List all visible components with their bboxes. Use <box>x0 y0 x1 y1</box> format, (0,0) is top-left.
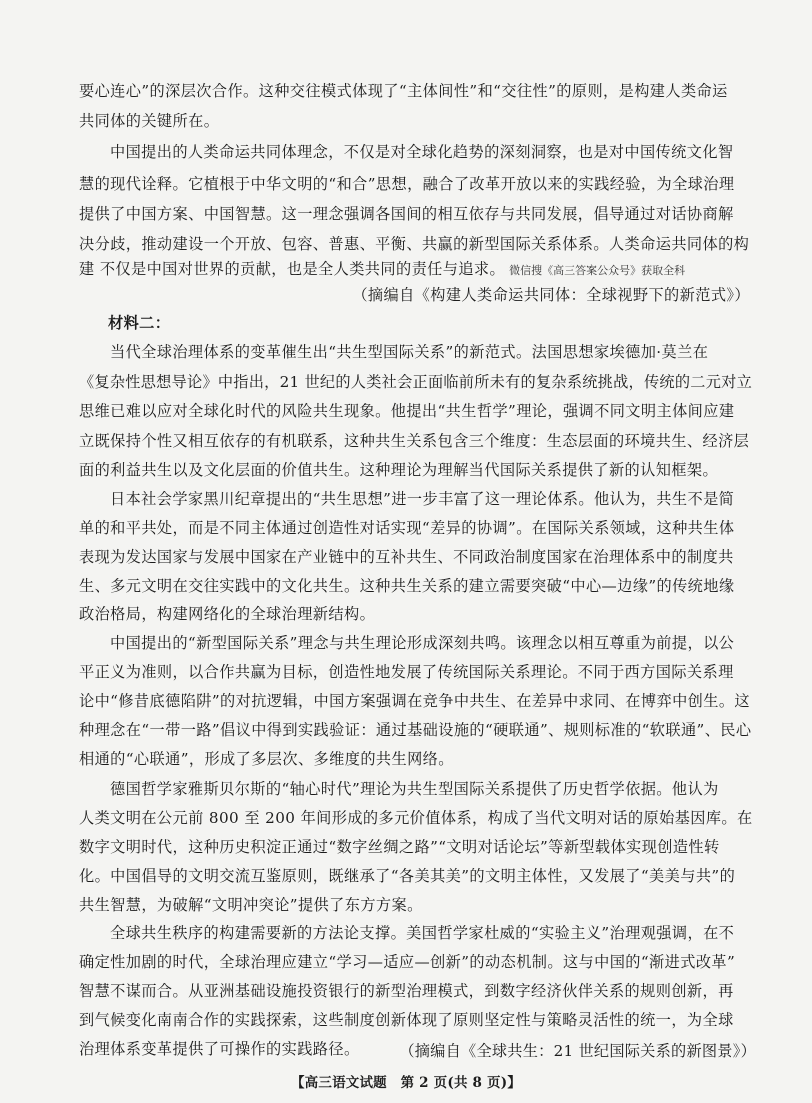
text-line: 相通的“心联通”，形成了多层次、多维度的共生网络。 <box>79 750 454 768</box>
watermark-text: 微信搜《高三答案公众号》获取全科 <box>509 264 686 277</box>
text-line: 治理体系变革提供了可操作的实践路径。 <box>79 1040 360 1058</box>
text-line: 表现为发达国家与发展中国家在产业链中的互补共生、不同政治制度国家在治理体系中的制度共 <box>79 548 734 566</box>
text-line: 智慧不谋而合。从亚洲基础设施投资银行的新型治理模式，到数字经济伙伴关系的规则创新，再 <box>79 982 734 1000</box>
text-line: 德国哲学家雅斯贝尔斯的“轴心时代”理论为共生型国际关系提供了历史哲学依据。他认为 <box>110 780 719 798</box>
text-line: 提供了中国方案、中国智慧。这一理念强调各国间的相互依存与共同发展，倡导通过对话协商解 <box>79 205 734 223</box>
text-line: 全球共生秩序的构建需要新的方法论支撑。美国哲学家杜威的“实验主义”治理观强调，在不 <box>110 924 735 942</box>
text-line: 立既保持个性又相互依存的有机联系，这种共生关系包含三个维度：生态层面的环境共生、经济层 <box>79 432 750 450</box>
page-footer: 【高三语文试题 第 2 页(共 8 页)】 <box>290 1075 522 1091</box>
source-citation: （摘编自《全球共生：21 世纪国际关系的新图景》） <box>399 1042 756 1060</box>
text-line: 面的利益共生以及文化层面的价值共生。这种理论为理解当代国际关系提供了新的认知框架。 <box>79 461 719 479</box>
text-line: 数字文明时代，这种历史积淀正通过“数字丝绸之路”“文明对话论坛”等新型载体实现创造性转 <box>79 838 720 856</box>
text-content: 建 不仅是中国对世界的贡献，也是全人类共同的责任与追求。 <box>79 260 506 278</box>
text-line: 人类文明在公元前 800 至 200 年间形成的多元价值体系，构成了当代文明对话的原始基因库。在 <box>79 809 753 827</box>
text-line: 决分歧，推动建设一个开放、包容、普惠、平衡、共赢的新型国际关系体系。人类命运共同体的构 <box>79 235 750 253</box>
text-line: 确定性加剧的时代，全球治理应建立“学习—适应—创新”的动态机制。这与中国的“渐进式改革” <box>79 953 736 971</box>
section-heading: 材料二： <box>108 314 171 332</box>
text-line: 化。中国倡导的文明交流互鉴原则，既继承了“各美其美”的文明主体性，又发展了“美美与共”的 <box>79 867 736 885</box>
text-line: 日本社会学家黑川纪章提出的“共生思想”进一步丰富了这一理论体系。他认为，共生不是简 <box>110 490 735 508</box>
text-line: 中国提出的“新型国际关系”理念与共生理论形成深刻共鸣。该理念以相互尊重为前提，以公 <box>110 634 735 652</box>
text-line: 生、多元文明在交往实践中的文化共生。这种共生关系的建立需要突破“中心—边缘”的传统地缘 <box>79 577 735 595</box>
source-citation: （摘编自《构建人类命运共同体：全球视野下的新范式》） <box>352 286 750 304</box>
text-line: 《复杂性思想导论》中指出，21 世纪的人类社会正面临前所未有的复杂系统挑战，传统的二元对立 <box>79 373 752 391</box>
text-line <box>79 262 685 277</box>
text-line: 思维已难以应对全球化时代的风险共生现象。他提出“共生哲学”理论，强调不同文明主体间应建 <box>79 402 735 420</box>
text-line: 共生智慧，为破解“文明冲突论”提供了东方方案。 <box>79 896 423 914</box>
text-line: 到气候变化南南合作的实践探索，这些制度创新体现了原则坚定性与策略灵活性的统一，为全球 <box>79 1011 734 1029</box>
text-line: 种理念在“一带一路”倡议中得到实践验证：通过基础设施的“硬联通”、规则标准的“软联通”、民心 <box>79 721 752 739</box>
text-line: 平正义为准则，以合作共赢为目标，创造性地发展了传统国际关系理论。不同于西方国际关系理 <box>79 663 734 681</box>
text-line: 论中“修昔底德陷阱”的对抗逻辑，中国方案强调在竞争中共生、在差异中求同、在博弈中创生。这 <box>79 692 751 710</box>
text-line: 共同体的关键所在。 <box>79 112 220 130</box>
text-line: 要心连心”的深层次合作。这种交往模式体现了“主体间性”和“交往性”的原则，是构建人类命运 <box>79 82 728 100</box>
text-line: 当代全球治理体系的变革催生出“共生型国际关系”的新范式。法国思想家埃德加·莫兰在 <box>110 343 709 361</box>
text-line: 单的和平共处，而是不同主体通过创造性对话实现“差异的协调”。在国际关系领域，这种共生体 <box>79 519 735 537</box>
text-line: 政治格局，构建网络化的全球治理新结构。 <box>79 605 376 623</box>
text-line: 慧的现代诠释。它植根于中华文明的“和合”思想，融合了改革开放以来的实践经验，为全球治理 <box>79 175 735 193</box>
text-line: 中国提出的人类命运共同体理念，不仅是对全球化趋势的深刻洞察，也是对中国传统文化智 <box>110 143 734 161</box>
